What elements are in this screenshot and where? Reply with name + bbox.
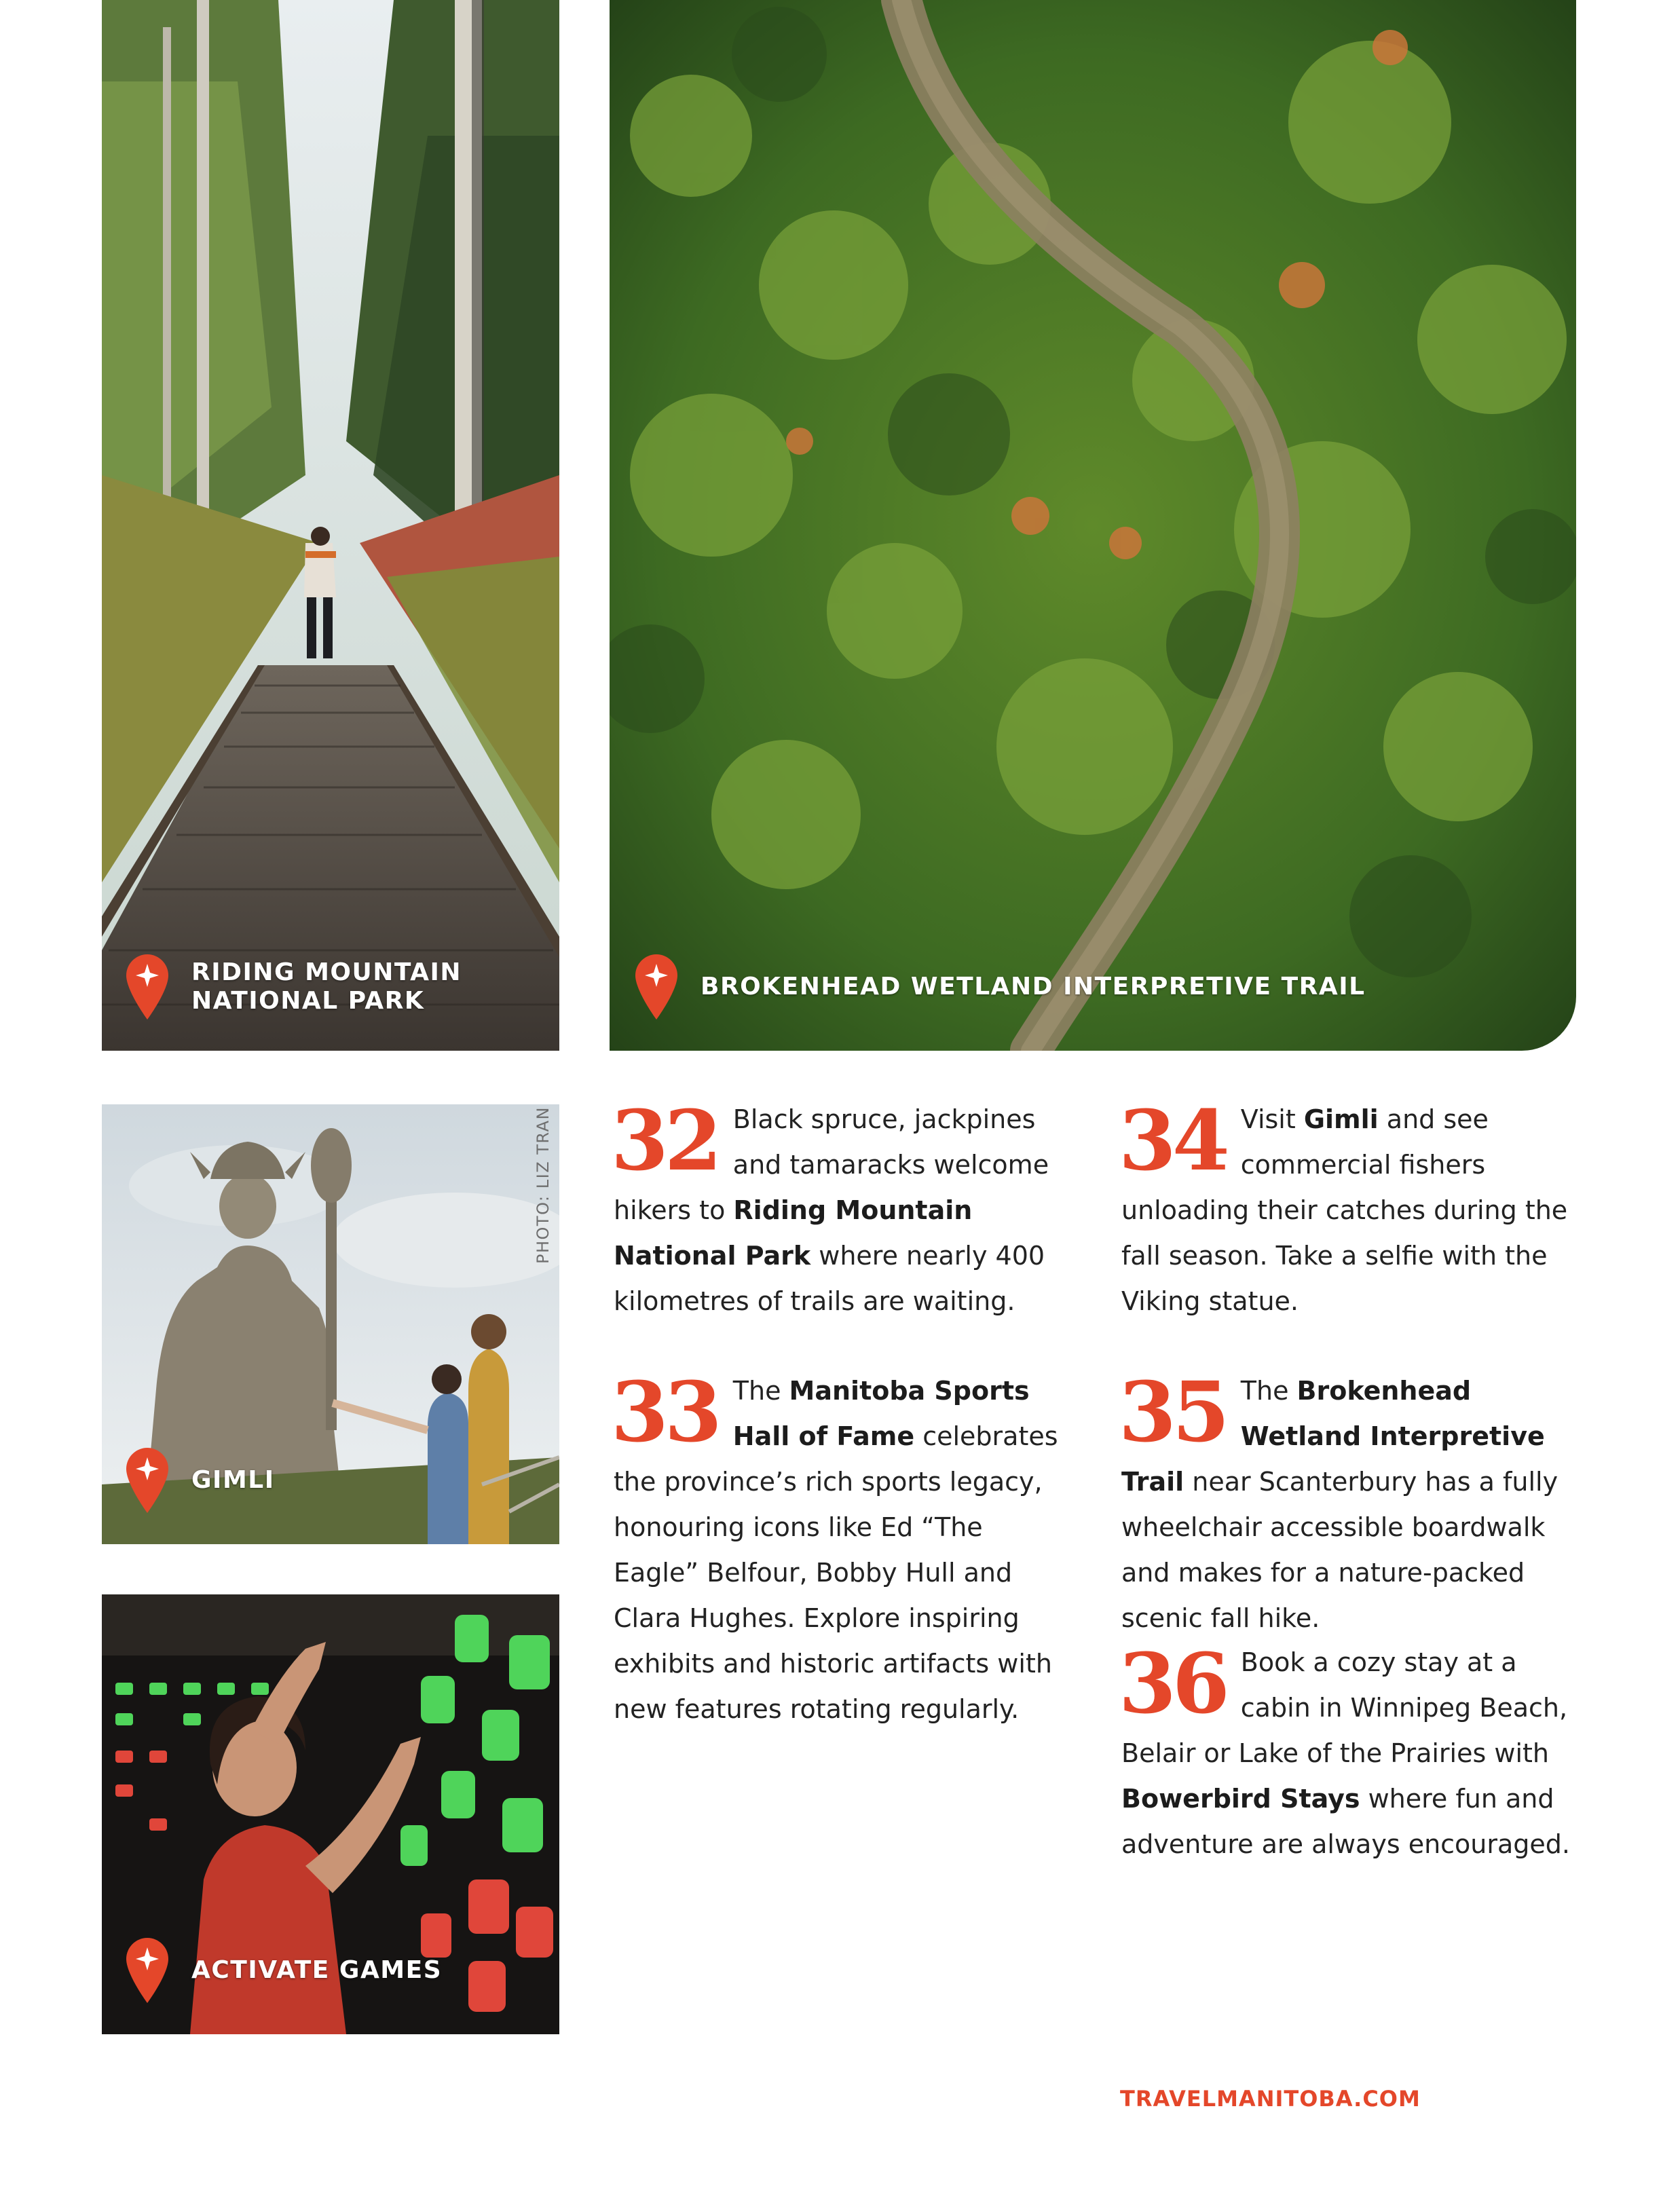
item-text: celebrates the province’s rich sports legacy, honouring icons like Ed “The Eagle” Belfour, Bobby Hull and Clara Hughes. Explore inspiring exhibits and historic artifacts with new features rotating regularly.: [614, 1421, 1058, 1724]
item-36: [1119, 1634, 1583, 1867]
item-highlight: Riding Mountain National Park: [614, 1195, 973, 1271]
photo-credit: PHOTO: LIZ TRAN: [534, 1106, 553, 1264]
item-text: The: [732, 1376, 789, 1406]
photo-riding-mountain: [102, 0, 559, 1051]
location-pin-icon: [126, 1938, 168, 2003]
item-text: The: [1240, 1376, 1297, 1406]
location-pin-icon: [126, 954, 168, 1019]
photo-activate-games: [102, 1594, 559, 2034]
photo-brokenhead: [610, 0, 1576, 1051]
caption-text: BROKENHEAD WETLAND INTERPRETIVE TRAIL: [701, 973, 1366, 1000]
photo-caption: [126, 1938, 442, 2003]
photo-caption: [635, 954, 1366, 1019]
item-text: Book a cozy stay at a cabin in Winnipeg Beach, Belair or Lake of the Prairies with: [1121, 1647, 1568, 1768]
item-32: [611, 1091, 1075, 1324]
item-highlight: Manitoba Sports Hall of Fame: [732, 1376, 1030, 1451]
item-35: [1119, 1363, 1583, 1641]
caption-text: ACTIVATE GAMES: [191, 1956, 443, 1984]
item-text: and see commercial fishers unloading their catches during the fall season. Take a selfie with the Viking statue.: [1121, 1104, 1568, 1316]
item-highlight: Brokenhead Wetland Interpretive Trail: [1121, 1376, 1545, 1497]
photo-gimli: [102, 1104, 559, 1544]
item-text: Black spruce, jackpines and tamaracks welcome hikers to: [614, 1104, 1049, 1225]
item-text: where fun and adventure are always encouraged.: [1121, 1784, 1570, 1859]
item-number: 36: [1119, 1634, 1226, 1732]
item-highlight: Bowerbird Stays: [1121, 1784, 1360, 1814]
item-number: 33: [611, 1363, 718, 1461]
item-number: 34: [1119, 1091, 1226, 1189]
item-number: 32: [611, 1091, 718, 1189]
item-text: where nearly 400 kilometres of trails are waiting.: [614, 1241, 1045, 1316]
aerial-forest-image: [610, 0, 1576, 1051]
location-pin-icon: [635, 954, 677, 1019]
location-pin-icon: [126, 1448, 168, 1513]
photo-caption: [126, 1448, 275, 1513]
item-text: near Scanterbury has a fully wheelchair accessible boardwalk and makes for a nature-packed scenic fall hike.: [1121, 1467, 1558, 1633]
caption-text: RIDING MOUNTAIN NATIONAL PARK: [191, 958, 462, 1015]
item-number: 35: [1119, 1363, 1226, 1461]
item-text: Visit: [1240, 1104, 1304, 1134]
photo-caption: [126, 954, 462, 1019]
forest-boardwalk-image: [102, 0, 559, 1051]
item-33: [611, 1363, 1075, 1732]
caption-text: GIMLI: [191, 1466, 275, 1494]
item-highlight: Gimli: [1303, 1104, 1379, 1134]
item-34: [1119, 1091, 1583, 1324]
footer-website-link[interactable]: TRAVELMANITOBA.COM: [1120, 2086, 1421, 2112]
